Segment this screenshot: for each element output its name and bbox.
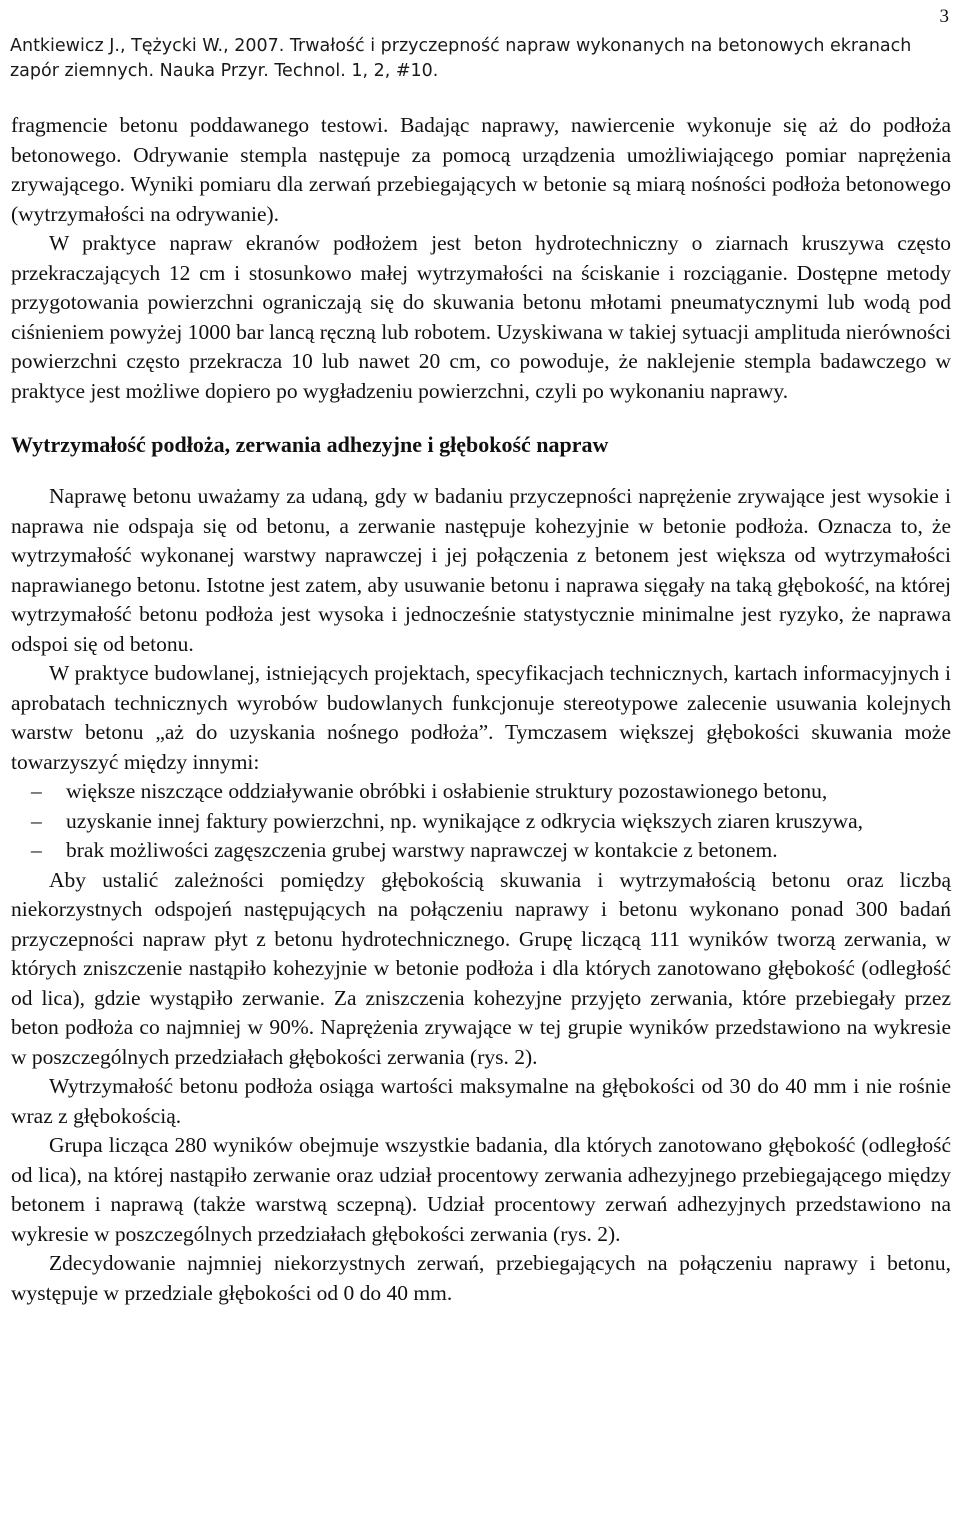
- paragraph: Wytrzymałość betonu podłoża osiąga wartości maksymalne na głębokości od 30 do 40 mm i nie rośnie wraz z głębokością.: [11, 1074, 951, 1128]
- list-item: [11, 807, 951, 837]
- dash-marker: –: [31, 838, 42, 862]
- paragraph: Zdecydowanie najmniej niekorzystnych zerwań, przebiegających na połączeniu naprawy i betonu, występuje w przedziale głębokości od 0 do 40 mm.: [11, 1251, 951, 1305]
- list-item-text: większe niszczące oddziaływanie obróbki i osłabienie struktury pozostawionego betonu,: [66, 779, 828, 803]
- list-item-text: uzyskanie innej faktury powierzchni, np. wynikające z odkrycia większych ziaren kruszywa,: [66, 808, 863, 833]
- list-item-text: brak możliwości zagęszczenia grubej warstwy naprawczej w kontakcie z betonem.: [66, 838, 778, 862]
- paragraph: fragmencie betonu poddawanego testowi. Badając naprawy, nawiercenie wykonuje się aż do podłoża betonowego. Odrywanie stempla następuje za pomocą urządzenia umożliwiającego pomiar naprężenia zrywającego. Wyniki pomiaru dla zerwań przebiegających w betonie są miarą nośności podłoża betonowego (wytrzymałości na odrywanie).: [11, 113, 951, 226]
- paragraph: W praktyce napraw ekranów podłożem jest beton hydrotechniczny o ziarnach kruszywa często przekraczających 12 cm i stosunkowo małej wytrzymałości na ściskanie i rozciąganie. Dostępne metody przygotowania powierzchni ograniczają się do skuwania betonu młotami pneumatycznymi lub wodą pod ciśnieniem powyżej 1000 bar lancą ręczną lub robotem. Uzyskiwana w takiej sytuacji amplituda nierówności powierzchni często przekracza 10 lub nawet 20 cm, co powoduje, że naklejenie stempla badawczego w praktyce jest możliwe dopiero po wygładzeniu powierzchni, czyli po wykonaniu naprawy.: [11, 231, 951, 403]
- paragraph: W praktyce budowlanej, istniejących projektach, specyfikacjach technicznych, kartach informacyjnych i aprobatach technicznych wyrobów budowlanych funkcjonuje stereotypowe zalecenie usuwania kolejnych warstw betonu „aż do uzyskania nośnego podłoża”. Tymczasem większej głębokości skuwania może towarzyszyć między innymi:: [11, 661, 951, 774]
- paragraph: Aby ustalić zależności pomiędzy głębokością skuwania i wytrzymałością betonu oraz liczbą niekorzystnych odspojeń następujących na połączeniu naprawy i betonu wykonano ponad 300 badań przyczepności napraw płyt z betonu hydrotechnicznego. Grupę liczącą 111 wyników tworzą zerwania, w których zniszczenie nastąpiło kohezyjnie w betonie podłoża i dla których zanotowano głębokość (odległość od lica), gdzie wystąpiło zerwanie. Za zniszczenia kohezyjne przyjęto zerwania, które przebiegały przez beton podłoża co najmniej w 90%. Naprężenia zrywające w tej grupie wyników przedstawiono na wykresie w poszczególnych przedziałach głębokości zerwania (rys. 2).: [11, 867, 951, 1069]
- list-item: [11, 836, 951, 866]
- article-body: [11, 111, 951, 1308]
- section-heading: Wytrzymałość podłoża, zerwania adhezyjne i głębokość napraw: [11, 432, 609, 457]
- list-item: [11, 777, 951, 807]
- dash-marker: –: [31, 779, 42, 803]
- running-header: [10, 34, 940, 84]
- dash-marker: –: [31, 808, 42, 833]
- page-number: 3: [939, 6, 949, 27]
- paragraph: Naprawę betonu uważamy za udaną, gdy w badaniu przyczepności naprężenie zrywające jest wysokie i naprawa nie odspaja się od betonu, a zerwanie następuje kohezyjnie w betonie podłoża. Oznacza to, że wytrzymałość wykonanej warstwy naprawczej i jej połączenia z betonem jest większa od wytrzymałości naprawianego betonu. Istotne jest zatem, aby usuwanie betonu i naprawa sięgały na taką głębokość, na której wytrzymałość betonu podłoża jest wysoka i jednocześnie statystycznie minimalne jest ryzyko, że naprawa odspoi się od betonu.: [11, 484, 951, 656]
- paragraph: Grupa licząca 280 wyników obejmuje wszystkie badania, dla których zanotowano głębokość (odległość od lica), na której nastąpiło zerwanie oraz udział procentowy zerwania adhezyjnego przebiegającego między betonem i naprawą (także warstwą sczepną). Udział procentowy zerwań adhezyjnych przedstawiono na wykresie w poszczególnych przedziałach głębokości zerwania (rys. 2).: [11, 1133, 951, 1246]
- header-citation: Antkiewicz J., Tężycki W., 2007. Trwałość i przyczepność napraw wykonanych na betonowych ekranach zapór ziemnych. Nauka Przyr. Technol. 1, 2, #10.: [10, 36, 912, 81]
